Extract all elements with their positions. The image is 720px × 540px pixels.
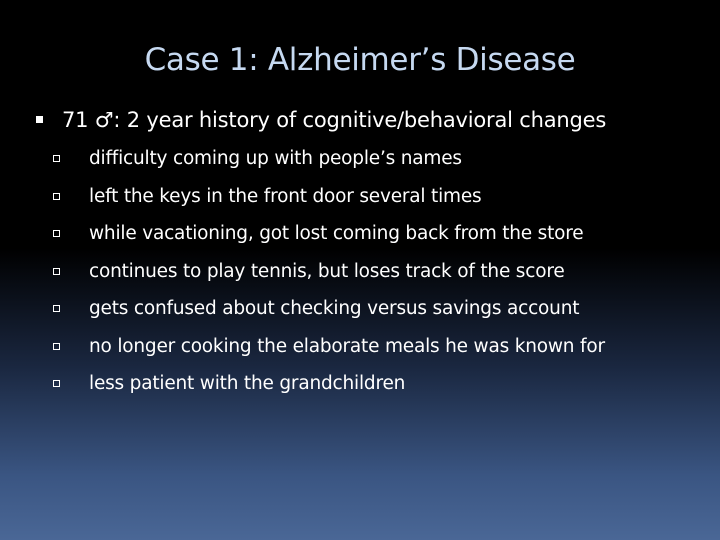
sub-bullet-item [53, 256, 720, 294]
sub-bullet-text: continues to play tennis, but loses track of the score [89, 260, 565, 282]
slide-title: Case 1: Alzheimer’s Disease [144, 42, 576, 78]
square-bullet-icon [36, 116, 43, 123]
sub-bullet-text: no longer cooking the elaborate meals he was known for [89, 335, 605, 357]
sub-bullet-item [53, 181, 720, 219]
hollow-square-bullet-icon [53, 193, 60, 200]
main-bullet-text: 71 ♂: 2 year history of cognitive/behavioral changes [62, 108, 607, 132]
hollow-square-bullet-icon [53, 230, 60, 237]
sub-bullet-item [53, 293, 720, 331]
hollow-square-bullet-icon [53, 380, 60, 387]
hollow-square-bullet-icon [53, 268, 60, 275]
sub-bullet-item [53, 143, 720, 181]
main-bullet [34, 104, 720, 136]
sub-bullet-text: less patient with the grandchildren [89, 373, 406, 394]
sub-bullet-list [53, 143, 720, 406]
hollow-square-bullet-icon [53, 155, 60, 162]
sub-bullet-item [53, 218, 720, 256]
sub-bullet-text: left the keys in the front door several times [89, 185, 482, 207]
sub-bullet-text: while vacationing, got lost coming back from the store [89, 223, 584, 244]
sub-bullet-item [53, 368, 720, 406]
hollow-square-bullet-icon [53, 343, 60, 350]
sub-bullet-item [53, 331, 720, 369]
sub-bullet-text: gets confused about checking versus savings account [89, 298, 580, 319]
sub-bullet-text: difficulty coming up with people’s names [89, 148, 462, 169]
hollow-square-bullet-icon [53, 305, 60, 312]
